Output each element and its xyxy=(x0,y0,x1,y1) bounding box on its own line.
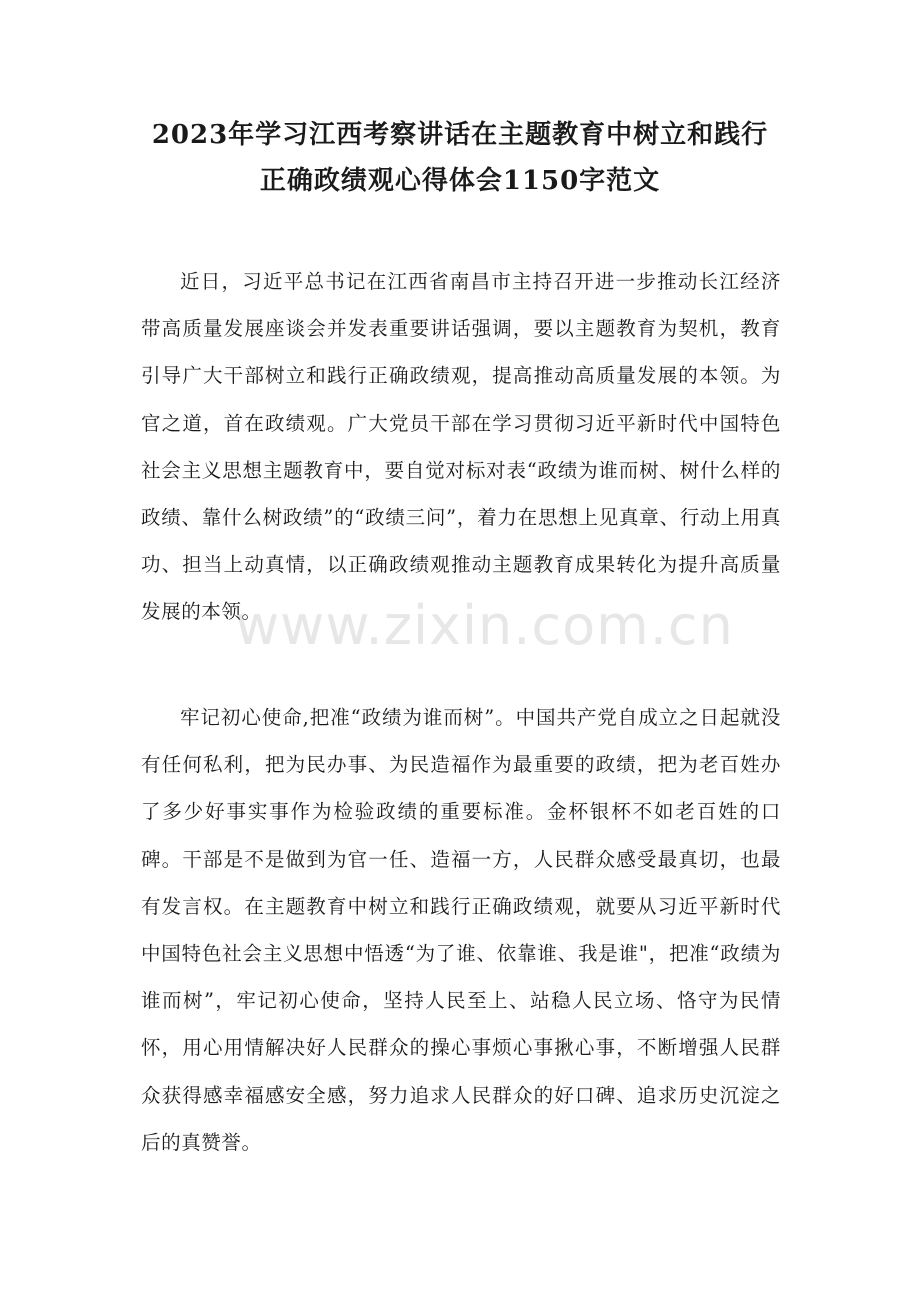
paragraph-2: 牢记初心使命,把准“政绩为谁而树”。中国共产党自成立之日起就没有任何私利，把为民办事、为民造福作为最重要的政绩，把为老百姓办了多少好事实事作为检验政绩的重要标准。金杯银杯不如老百姓的口碑。干部是不是做到为官一任、造福一方，人民群众感受最真切，也最有发言权。在主题教育中树立和践行正确政绩观，就要从习近平新时代中国特色社会主义思想中悟透“为了谁、依靠谁、我是谁"，把准“政绩为谁而树”，牢记初心使命，坚持人民至上、站稳人民立场、恪守为民情怀，用心用情解决好人民群众的操心事烦心事揪心事，不断增强人民群众获得感幸福感安全感，努力追求人民群众的好口碑、追求历史沉淀之后的真赞誉。 xyxy=(141,706,781,1154)
paragraph-1: 近日，习近平总书记在江西省南昌市主持召开进一步推动长江经济带高质量发展座谈会并发表重要讲话强调，要以主题教育为契机，教育引导广大干部树立和践行正确政绩观，提高推动高质量发展的本领。为官之道，首在政绩观。广大党员干部在学习贯彻习近平新时代中国特色社会主义思想主题教育中，要自觉对标对表“政绩为谁而树、树什么样的政绩、靠什么树政绩”的“政绩三问”，着力在思想上见真章、行动上用真功、担当上动真情，以正确政绩观推动主题教育成果转化为提升高质量发展的本领。 xyxy=(141,270,781,624)
document-title xyxy=(100,112,820,204)
watermark: www.zixin.com.cn xyxy=(235,594,734,657)
title-line-1: 2023年学习江西考察讲话在主题教育中树立和践行 xyxy=(151,120,769,150)
title-line-2: 正确政绩观心得体会1150字范文 xyxy=(259,166,661,196)
